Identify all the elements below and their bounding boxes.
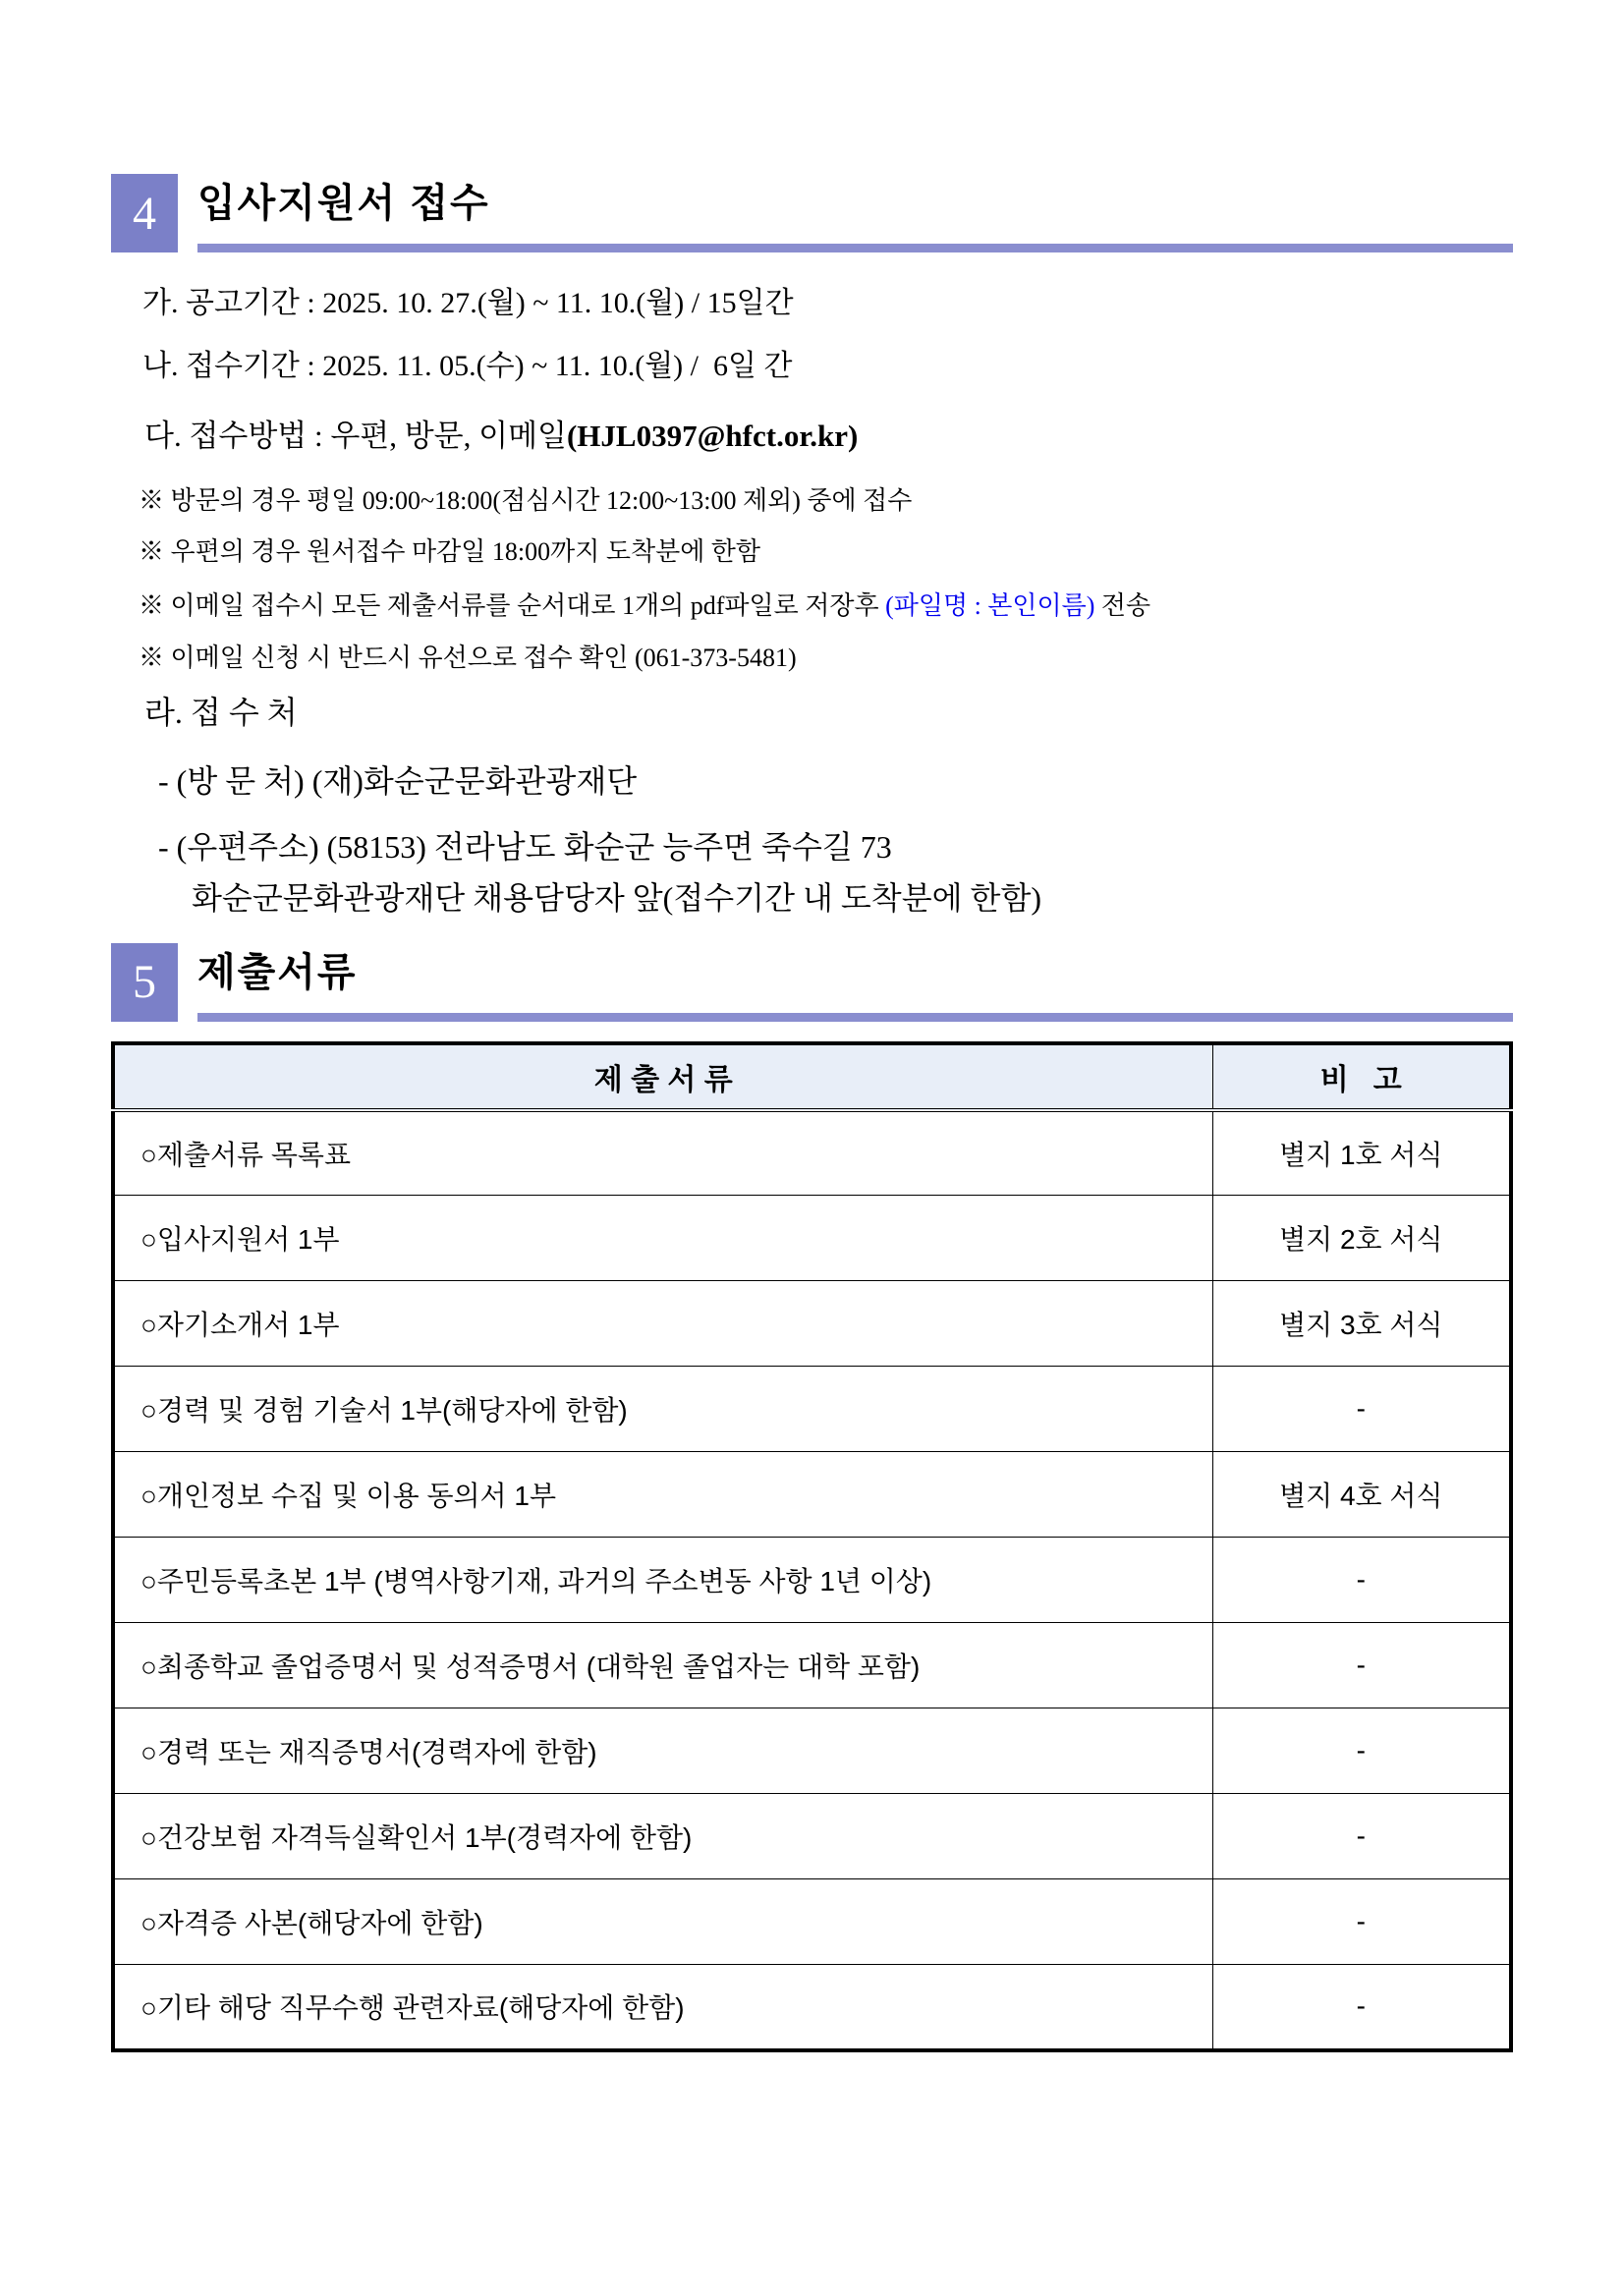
note-email-pdf-suffix: 전송: [1094, 591, 1151, 621]
application-email: (HJL0397@hfct.or.kr): [566, 419, 859, 453]
section-5-header: [111, 943, 1513, 1022]
column-header-documents: 제 출 서 류: [113, 1043, 1212, 1110]
submission-documents-table: [111, 1041, 1513, 2052]
section-4-title-area: [197, 174, 1513, 252]
item-application-method: [144, 418, 1513, 456]
document-remark: 별지 1호 서식: [1279, 1139, 1443, 1170]
document-remark: -: [1212, 1794, 1511, 1879]
document-remark: -: [1212, 1708, 1511, 1794]
address-visit: - (방 문 처) (재)화순군문화관광재단: [158, 762, 638, 799]
table-row: [113, 1367, 1511, 1452]
application-method-text: 다. 접수방법 : 우편, 방문, 이메일: [144, 419, 567, 453]
table-row: [113, 1879, 1511, 1965]
document-remark: -: [1212, 1965, 1511, 2050]
document-name: ○주민등록초본 1부 (병역사항기재, 과거의 주소변동 사항 1년 이상): [113, 1538, 1212, 1623]
column-header-remarks: 비 고: [1212, 1043, 1511, 1110]
item-reception-office: 라. 접 수 처: [144, 694, 298, 730]
table-row: [113, 1965, 1511, 2050]
address-mail-line1: - (우편주소) (58153) 전라남도 화순군 능주면 죽수길 73: [158, 828, 892, 865]
table-row: [113, 1794, 1511, 1879]
document-remark: 별지 4호 서식: [1212, 1452, 1511, 1538]
table-row: [113, 1281, 1511, 1367]
document-name: ○입사지원서 1부: [113, 1196, 1212, 1281]
document-remark: 별지 2호 서식: [1212, 1196, 1511, 1281]
section-5-title: 제출서류: [197, 950, 358, 994]
address-mail-line2: 화순군문화관광재단 채용담당자 앞(접수기간 내 도착분에 한함): [192, 879, 1042, 916]
document-name: ○제출서류 목록표: [113, 1110, 1212, 1196]
note-mail-deadline: ※ 우편의 경우 원서접수 마감일 18:00까지 도착분에 한함: [139, 536, 761, 566]
table-row: [113, 1452, 1511, 1538]
section-5-title-area: [197, 943, 1513, 1022]
section-4-title: 입사지원서 접수: [197, 182, 490, 225]
section-4-number-badge: 4: [111, 174, 178, 252]
document-remark: -: [1212, 1538, 1511, 1623]
table-row: [113, 1623, 1511, 1708]
table-row: [113, 1196, 1511, 1281]
document-remark: -: [1212, 1879, 1511, 1965]
document-remark: -: [1212, 1623, 1511, 1708]
document-name: ○경력 및 경험 기술서 1부(해당자에 한함): [113, 1367, 1212, 1452]
document-name: ○개인정보 수집 및 이용 동의서 1부: [113, 1452, 1212, 1538]
document-name: ○자기소개서 1부: [113, 1281, 1212, 1367]
item-notice-period: 가. 공고기간 : 2025. 10. 27.(월) ~ 11. 10.(월) / 15일간: [142, 287, 794, 319]
document-name: ○기타 해당 직무수행 관련자료(해당자에 한함): [113, 1965, 1212, 2050]
section-5-underline: [197, 1013, 1513, 1022]
note-email-pdf: [139, 590, 1513, 621]
table-row: [113, 1708, 1511, 1794]
table-row: [113, 1110, 1511, 1196]
document-name: ○자격증 사본(해당자에 한함): [113, 1879, 1212, 1965]
section-4-header: [111, 174, 1513, 252]
note-email-confirm: ※ 이메일 신청 시 반드시 유선으로 접수 확인 (061-373-5481): [139, 644, 797, 673]
document-remark: 별지 3호 서식: [1212, 1281, 1511, 1367]
document-remark: -: [1212, 1367, 1511, 1452]
table-header-row: [113, 1043, 1511, 1110]
document-name: ○건강보험 자격득실확인서 1부(경력자에 한함): [113, 1794, 1212, 1879]
document-name: ○최종학교 졸업증명서 및 성적증명서 (대학원 졸업자는 대학 포함): [113, 1623, 1212, 1708]
section-4-underline: [197, 244, 1513, 252]
table-row: [113, 1538, 1511, 1623]
section-5-number-badge: 5: [111, 943, 178, 1022]
note-visit-hours: ※ 방문의 경우 평일 09:00~18:00(점심시간 12:00~13:00 제외) 중에 접수: [139, 485, 913, 515]
document-name: ○경력 또는 재직증명서(경력자에 한함): [113, 1708, 1212, 1794]
note-email-pdf-text: ※ 이메일 접수시 모든 제출서류를 순서대로 1개의 pdf파일로 저장후: [139, 591, 886, 621]
item-application-period: 나. 접수기간 : 2025. 11. 05.(수) ~ 11. 10.(월) / 6일 간: [142, 349, 793, 382]
note-filename-highlight: (파일명 : 본인이름): [885, 591, 1095, 621]
